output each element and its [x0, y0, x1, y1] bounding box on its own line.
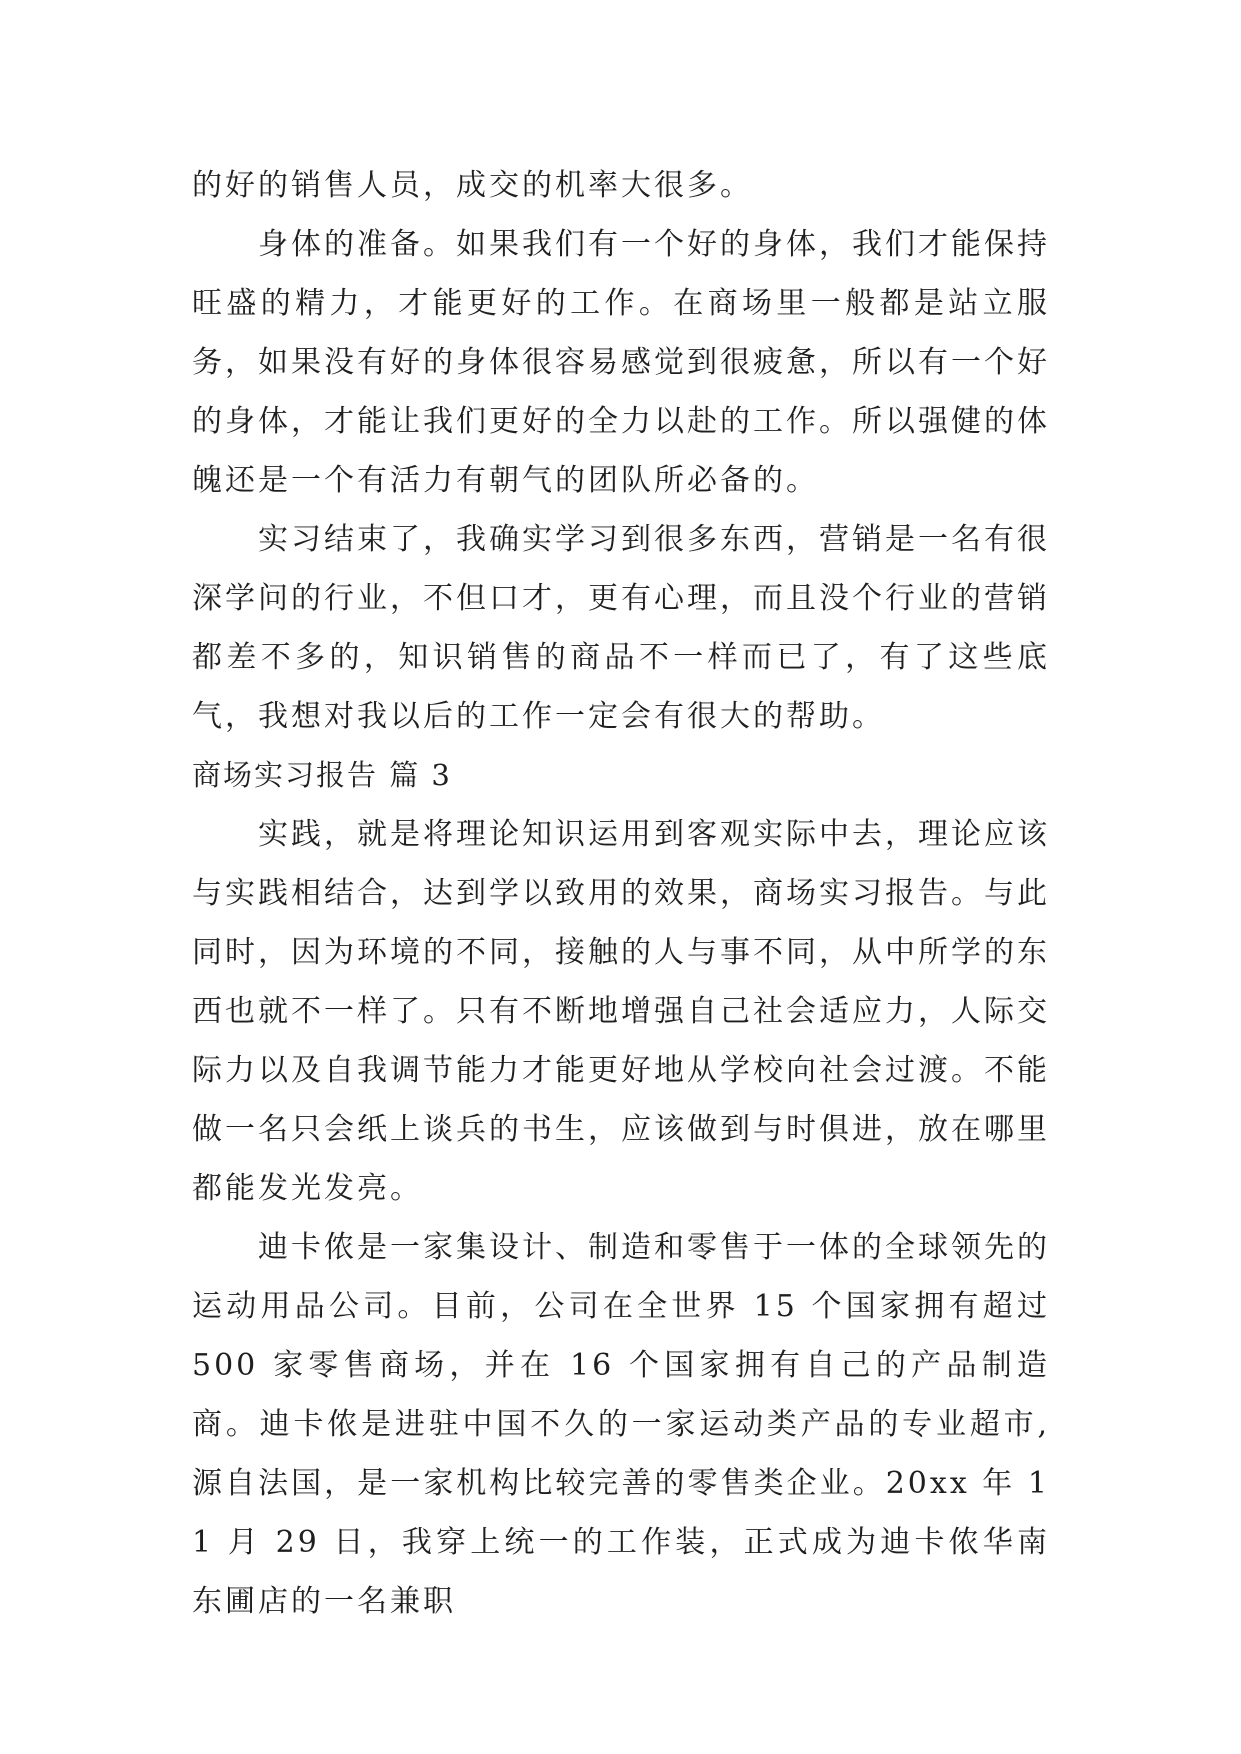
paragraph-body-preparation: 身体的准备。如果我们有一个好的身体，我们才能保持旺盛的精力，才能更好的工作。在商场里一般都是站立服务，如果没有好的身体很容易感觉到很疲惫，所以有一个好的身体，才能让我们更好的全力以赴的工作。所以强健的体魄还是一个有活力有朝气的团队所必备的。	[192, 227, 1050, 498]
paragraph-internship-summary: 实习结束了，我确实学习到很多东西，营销是一名有很深学问的行业，不但口才，更有心理，而且没个行业的营销都差不多的，知识销售的商品不一样而已了，有了这些底气，我想对我以后的工作一定会有很大的帮助。	[192, 522, 1050, 734]
section-heading: 商场实习报告 篇 3	[192, 758, 452, 792]
document-body	[192, 156, 1050, 1631]
paragraph-practice: 实践，就是将理论知识运用到客观实际中去，理论应该与实践相结合，达到学以致用的效果，商场实习报告。与此同时，因为环境的不同，接触的人与事不同，从中所学的东西也就不一样了。只有不断地增强自己社会适应力，人际交际力以及自我调节能力才能更好地从学校向社会过渡。不能做一名只会纸上谈兵的书生，应该做到与时俱进，放在哪里都能发光发亮。	[192, 817, 1050, 1206]
paragraph-decathlon: 迪卡侬是一家集设计、制造和零售于一体的全球领先的运动用品公司。目前，公司在全世界 15 个国家拥有超过 500 家零售商场，并在 16 个国家拥有自己的产品制造商。迪卡侬是进驻中国不久的一家运动类产品的专业超市,源自法国，是一家机构比较完善的零售类企业。20xx 年 11 月 29 日，我穿上统一的工作装，正式成为迪卡侬华南东圃店的一名兼职	[192, 1230, 1050, 1619]
paragraph-continuation: 的好的销售人员，成交的机率大很多。	[192, 168, 753, 203]
